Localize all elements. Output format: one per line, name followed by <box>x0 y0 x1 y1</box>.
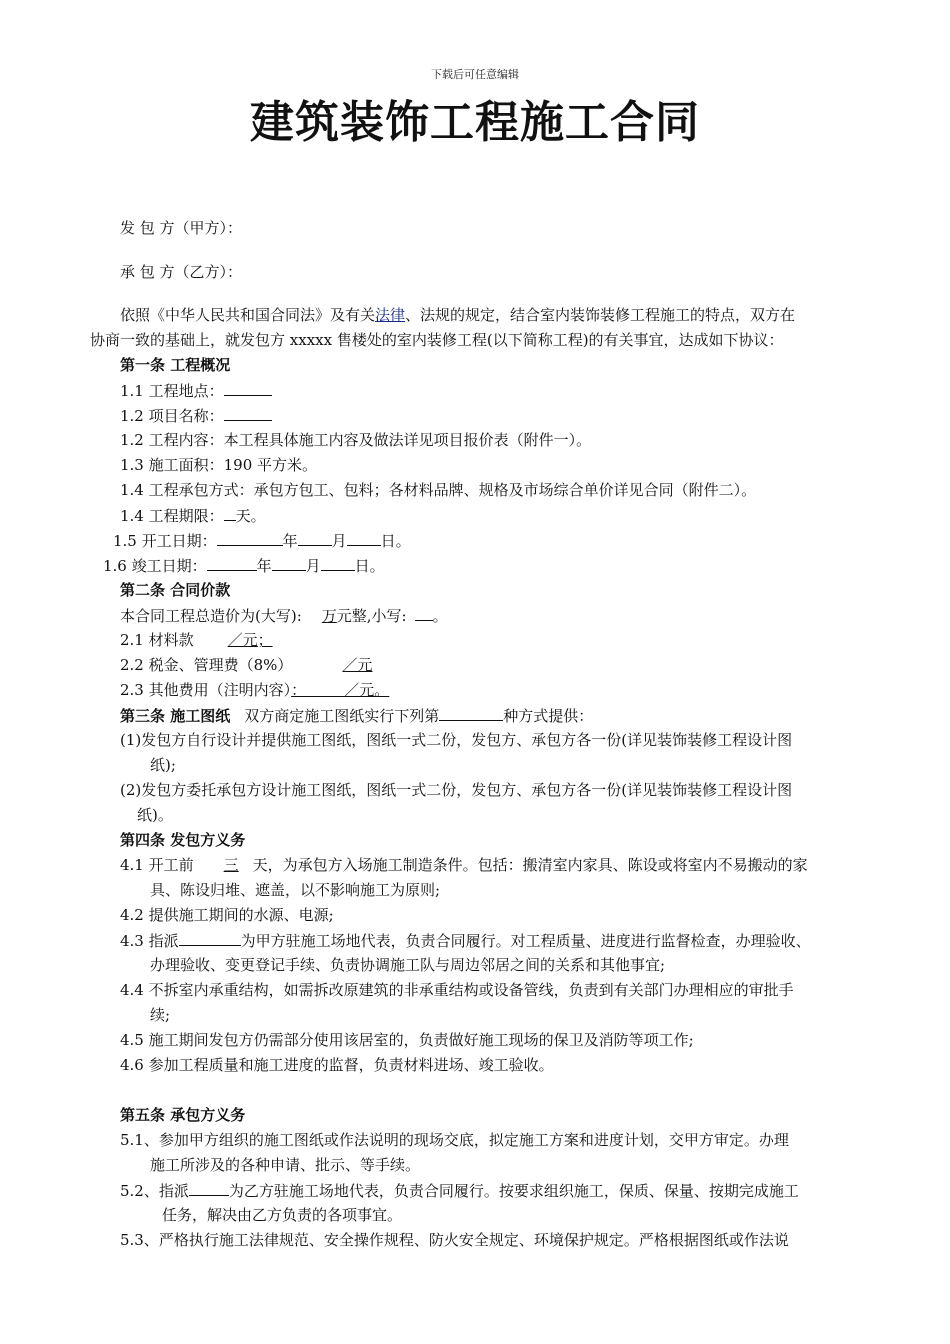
item-4-2: 4.2 提供施工期间的水源、电源; <box>120 906 334 924</box>
item-2-3 <box>120 680 389 700</box>
total-mid: 元整,小写: <box>336 607 407 625</box>
item-5-2-cont: 任务，解决由乙方负责的各项事宜。 <box>162 1206 403 1224</box>
party-a-line: 发 包 方（甲方）： <box>120 219 243 237</box>
blank-line <box>321 555 355 571</box>
end-date-line <box>103 555 385 576</box>
header-note: 下载后可任意编辑 <box>431 68 519 81</box>
item-text: 天。 <box>235 507 266 525</box>
article-1-heading: 第一条 工程概况 <box>120 356 231 374</box>
item-2-1 <box>120 630 273 650</box>
item-4-4: 4.4 不拆室内承重结构，如需拆改原建筑的非承重结构或设备管线，负责到有关部门办理相应的审批手 <box>120 981 794 999</box>
blank-line <box>207 555 257 571</box>
item-text: 天，为承包方入场施工制造条件。包括：搬清室内家具、陈设或将室内不易搬动的家 <box>252 856 808 874</box>
amount-field: ／元 <box>342 656 373 674</box>
article-4-heading: 第四条 发包方义务 <box>120 831 246 849</box>
item-1-3: 1.3 施工面积：190 平方米。 <box>120 456 318 474</box>
item-1-2 <box>120 405 272 426</box>
item-5-1-cont: 施工所涉及的各种申请、批示、等手续。 <box>150 1156 421 1174</box>
party-b-line: 承 包 方（乙方）： <box>120 263 243 281</box>
option-2-line-1: (2)发包方委托承包方设计施工图纸，图纸一式二份，发包方、承包方各一份(详见装饰装修工程设计图 <box>120 781 793 799</box>
item-5-2 <box>120 1180 799 1201</box>
blank-line <box>439 705 503 721</box>
item-label: 1.1 工程地点： <box>120 382 224 400</box>
blank-line <box>298 530 332 546</box>
option-2-line-2: 纸)。 <box>137 806 173 824</box>
wan-unit: 万 <box>321 607 337 625</box>
amount-field: ： ／元。 <box>291 681 390 699</box>
item-label: 2.2 税金、管理费（8%） <box>120 656 293 674</box>
item-label: 1.2 项目名称： <box>120 407 224 425</box>
days-field: 三 <box>223 856 239 874</box>
article-3-text-post: 种方式提供： <box>503 707 594 725</box>
article-3-text: 双方商定施工图纸实行下列第 <box>244 707 440 725</box>
item-label: 4.1 开工前 <box>120 856 194 874</box>
blank-line <box>272 555 306 571</box>
item-label: 1.4 工程期限： <box>120 507 224 525</box>
item-2-2 <box>120 655 372 675</box>
item-4-3-cont: 办理验收、变更登记手续、负责协调施工队与周边邻居之间的关系和其他事宜; <box>150 956 666 974</box>
day-label: 日。 <box>354 557 385 575</box>
item-4-6: 4.6 参加工程质量和施工进度的监督，负责材料进场、竣工验收。 <box>120 1056 554 1074</box>
article-3-line <box>120 705 593 726</box>
document-title: 建筑装饰工程施工合同 <box>250 97 700 148</box>
item-1-4: 1.4 工程承包方式：承包方包工、包料；各材料品牌、规格及市场综合单价详见合同（附件二）。 <box>120 481 757 499</box>
article-3-heading: 第三条 施工图纸 <box>120 707 231 725</box>
total-price-line <box>120 605 448 626</box>
item-label: 4.3 指派 <box>120 932 179 950</box>
blank-line <box>224 405 272 421</box>
option-1-line-1: (1)发包方自行设计并提供施工图纸，图纸一式二份，发包方、承包方各一份(详见装饰装修工程设计图 <box>120 731 793 749</box>
year-label: 年 <box>256 557 272 575</box>
intro-line-1 <box>120 305 795 325</box>
item-5-3: 5.3、严格执行施工法律规范、安全操作规程、防火安全规定、环境保护规定。严格根据图纸或作法说 <box>120 1231 789 1249</box>
item-1-2b: 1.2 工程内容：本工程具体施工内容及做法详见项目报价表（附件一）。 <box>120 431 592 449</box>
month-label: 月 <box>331 532 347 550</box>
item-4-1 <box>120 855 808 875</box>
item-label: 5.2、指派 <box>120 1182 189 1200</box>
start-date-line <box>113 530 411 551</box>
blank-line <box>347 530 381 546</box>
item-text: 为甲方驻施工场地代表，负责合同履行。对工程质量、进度进行监督检查，办理验收、 <box>240 932 811 950</box>
end-date-label: 1.6 竣工日期： <box>103 557 207 575</box>
law-link[interactable]: 法律 <box>375 306 406 324</box>
total-end: 。 <box>432 607 448 625</box>
article-2-heading: 第二条 合同价款 <box>120 581 231 599</box>
item-label: 2.1 材料款 <box>120 631 194 649</box>
blank-line <box>224 505 236 521</box>
intro-line-2: 协商一致的基础上，就发包方 xxxxx 售楼处的室内装修工程(以下简称工程)的有关事宜，达成如下协议： <box>90 331 784 349</box>
item-4-1-cont: 具、陈设归堆、遮盖，以不影响施工为原则; <box>150 881 441 899</box>
day-label: 日。 <box>380 532 411 550</box>
blank-line <box>189 1180 229 1196</box>
intro-text-pre: 依照《中华人民共和国合同法》及有关 <box>120 306 376 324</box>
blank-line <box>179 930 241 946</box>
article-5-heading: 第五条 承包方义务 <box>120 1106 246 1124</box>
month-label: 月 <box>305 557 321 575</box>
blank-line <box>415 605 433 621</box>
year-label: 年 <box>282 532 298 550</box>
item-4-4-cont: 续; <box>150 1006 171 1024</box>
item-4-3 <box>120 930 811 951</box>
blank-line <box>217 530 283 546</box>
intro-text-post: 、法规的规定，结合室内装饰装修工程施工的特点，双方在 <box>405 306 796 324</box>
item-4-5: 4.5 施工期间发包方仍需部分使用该居室的，负责做好施工现场的保卫及消防等项工作; <box>120 1031 694 1049</box>
blank-line <box>224 380 272 396</box>
item-1-4b <box>120 505 266 526</box>
amount-field: ／元； <box>227 631 273 649</box>
start-date-label: 1.5 开工日期： <box>113 532 217 550</box>
total-label: 本合同工程总造价为(大写): <box>120 607 302 625</box>
option-1-line-2: 纸); <box>150 756 176 774</box>
item-label: 2.3 其他费用（注明内容） <box>120 681 292 699</box>
item-5-1: 5.1、参加甲方组织的施工图纸或作法说明的现场交底，拟定施工方案和进度计划，交甲方审定。办理 <box>120 1131 789 1149</box>
item-1-1 <box>120 380 272 401</box>
item-text: 为乙方驻施工场地代表，负责合同履行。按要求组织施工，保质、保量、按期完成施工 <box>228 1182 799 1200</box>
